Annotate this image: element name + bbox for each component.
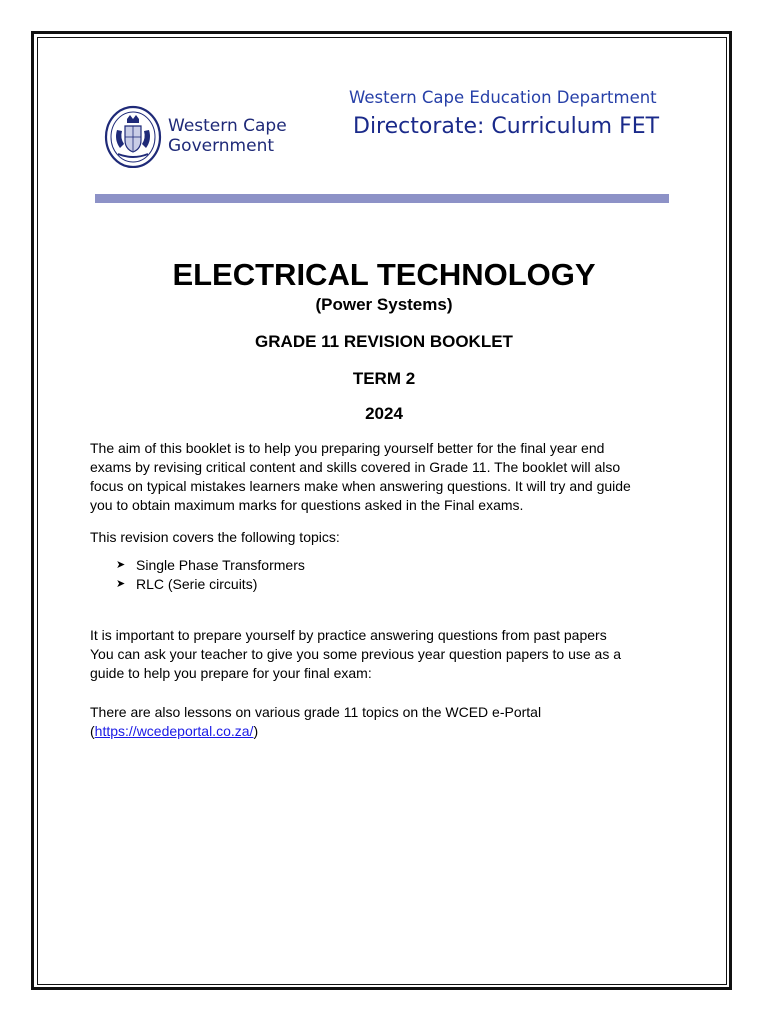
topic-list [116,556,305,594]
topic-label: RLC (Serie circuits) [136,576,258,592]
coat-of-arms-icon [104,104,162,168]
aim-line: exams by revising critical content and skills covered in Grade 11. The booklet will also [90,459,621,475]
list-item [116,575,305,594]
paren-open: ( [90,723,95,739]
important-line: It is important to prepare yourself by practice answering questions from past papers [90,627,607,643]
important-line: guide to help you prepare for your final exam: [90,665,372,681]
term-heading: TERM 2 [352,369,416,388]
logo-name-line1: Western Cape [168,116,287,136]
lessons-link-line [90,722,690,741]
aim-line: The aim of this booklet is to help you preparing yourself better for the final year end [90,440,605,456]
directorate-name: Directorate: Curriculum FET [353,114,660,139]
aim-line: focus on typical mistakes learners make when answering questions. It will try and guide [90,478,631,494]
header-divider [95,194,669,203]
list-item [116,556,305,575]
covers-intro: This revision covers the following topics: [90,529,340,545]
logo-text [168,116,287,156]
lessons-paragraph [90,703,690,741]
logo-name-line2: Government [168,136,275,156]
grade-heading: GRADE 11 REVISION BOOKLET [255,332,513,351]
year-heading: 2024 [365,404,403,423]
topic-label: Single Phase Transformers [136,557,305,573]
important-paragraph [90,626,690,683]
arrowhead-bullet-icon: ➤ [116,559,126,571]
lessons-line: There are also lessons on various grade 11 topics on the WCED e-Portal [90,704,542,720]
document-subtitle: (Power Systems) [315,295,453,314]
wced-eportal-link[interactable]: https://wcedeportal.co.za/ [94,723,254,739]
aim-line: you to obtain maximum marks for questions asked in the Final exams. [90,497,524,513]
department-name: Western Cape Education Department [349,88,657,107]
paren-close: ) [253,723,259,739]
document-title: ELECTRICAL TECHNOLOGY [172,257,596,292]
arrowhead-bullet-icon: ➤ [116,578,126,590]
aim-paragraph [90,439,690,515]
important-line: You can ask your teacher to give you some previous year question papers to use as a [90,646,622,662]
wcg-logo [104,104,287,168]
